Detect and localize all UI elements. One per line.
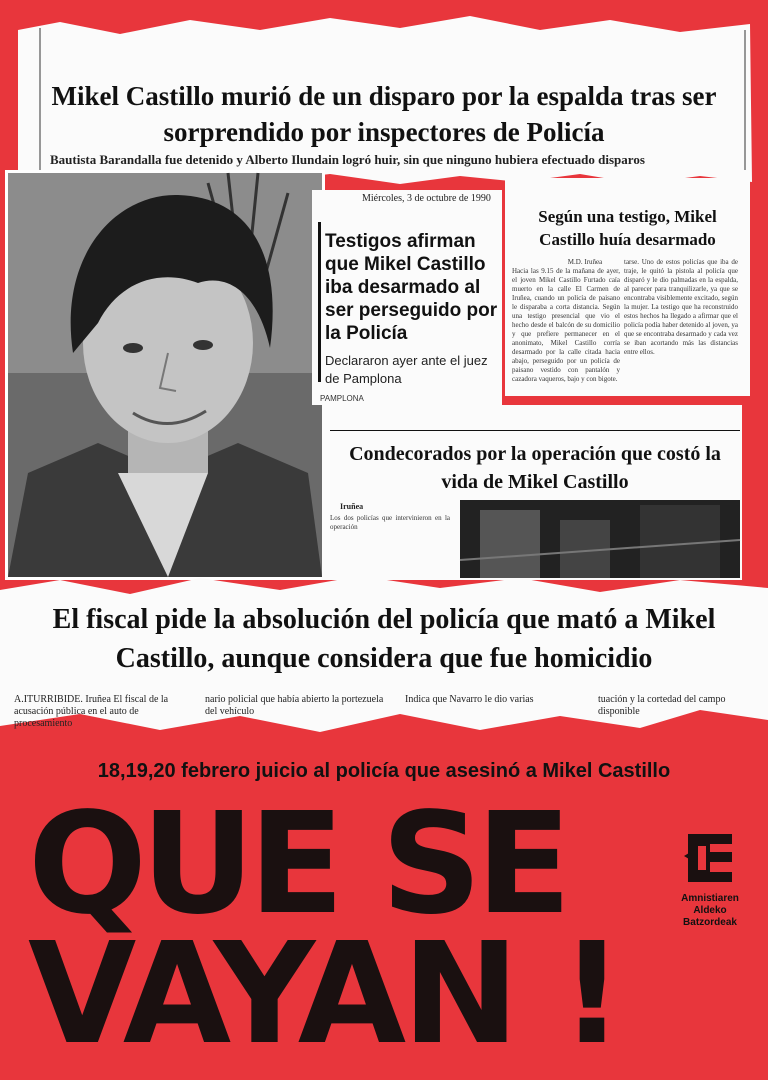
portrait-image [8, 173, 322, 577]
amnesty-committee-emblem-icon [680, 826, 740, 888]
column-rule [318, 222, 321, 382]
decorated-text: Los dos policías que intervinieron en la operación [330, 514, 450, 531]
witness-headline: Según una testigo, Mikel Castillo huía desarmado [538, 207, 717, 249]
bottom-column-3: Indica que Navarro le dio varias [405, 694, 534, 705]
witness-byline: M.D. Iruñea [567, 258, 603, 266]
logo-text-line-2: Aldeko [693, 905, 727, 916]
bottom-column-1: A.ITURRIBIDE. Iruñea El fiscal de la acusación pública en el auto de procesamiento [14, 694, 169, 729]
headline-rule [330, 430, 740, 431]
logo-text-line-1: Amnistiaren [681, 893, 739, 904]
trial-announcement: 18,19,20 febrero juicio al policía que asesinó a Mikel Castillo [97, 760, 671, 782]
witnesses-headline: Testigos afirman que Mikel Castillo iba desarmado al ser perseguido por la Policía [325, 231, 498, 344]
portrait-photo [5, 170, 325, 580]
bottom-column-4: tuación y la cortedad del campo disponible [598, 694, 726, 717]
witnesses-deck: Declararon ayer ante el juez de Pamplona [325, 353, 488, 386]
organization-logo [670, 826, 750, 929]
bottom-headline: El fiscal pide la absolución del policía que mató a Mikel Castillo, aunque considera que fue homicidio [52, 604, 716, 674]
top-subheadline: Bautista Barandalla fue detenido y Alberto Ilundain logró huir, sin que ninguno hubiera efectuado disparos [50, 152, 645, 167]
decorated-headline: Condecorados por la operación que costó la vida de Mikel Castillo [349, 443, 721, 493]
article-date: Miércoles, 3 de octubre de 1990 [362, 193, 491, 204]
decorated-place: Iruñea [340, 502, 364, 511]
top-headline: Mikel Castillo murió de un disparo por la espalda tras ser sorprendido por inspectores de Policía [51, 81, 717, 147]
decorated-photo [460, 500, 740, 578]
witnesses-footer: PAMPLONA [320, 394, 364, 403]
logo-text-line-3: Batzordeak [683, 917, 737, 928]
slogan-line-2: VAYAN ! [28, 913, 620, 1076]
witness-column-1: Hacia las 9.15 de la mañana de ayer, el joven Mikel Castillo Furtado caía muerto en la calle El Carmen de Iruñea, cuando un policía de paisano le disparaba a corta distancia. Según una testigo presencial que vio el hecho desde el balcón de su domicilio y que prefiere permanecer en el anonimato, Mikel Castillo corría desarmado por la calle citada hacia abajo, perseguido por un policía de paisano vestido con pantalón y cazadora vaqueros, bajo y con bigote. [512, 267, 620, 383]
bottom-column-2: nario policial que había abierto la portezuela del vehículo [205, 694, 384, 717]
slogan-line-1: QUE SE [28, 783, 566, 946]
witness-column-2: tarse. Uno de estos policías que iba de traje, le quitó la pistola al policía que disparó y le dio palmadas en la espalda, al parecer para tranquilizarle, ya que se encontraba visiblemente excitado, según la mujer. La testigo que ha reconstruido estos hechos ha llegado a afirmar que el policía podía haber detenido al joven, ya que se encontraba desarmado y cada vez se iban acortando más las distancias entre ellos. [624, 258, 738, 356]
